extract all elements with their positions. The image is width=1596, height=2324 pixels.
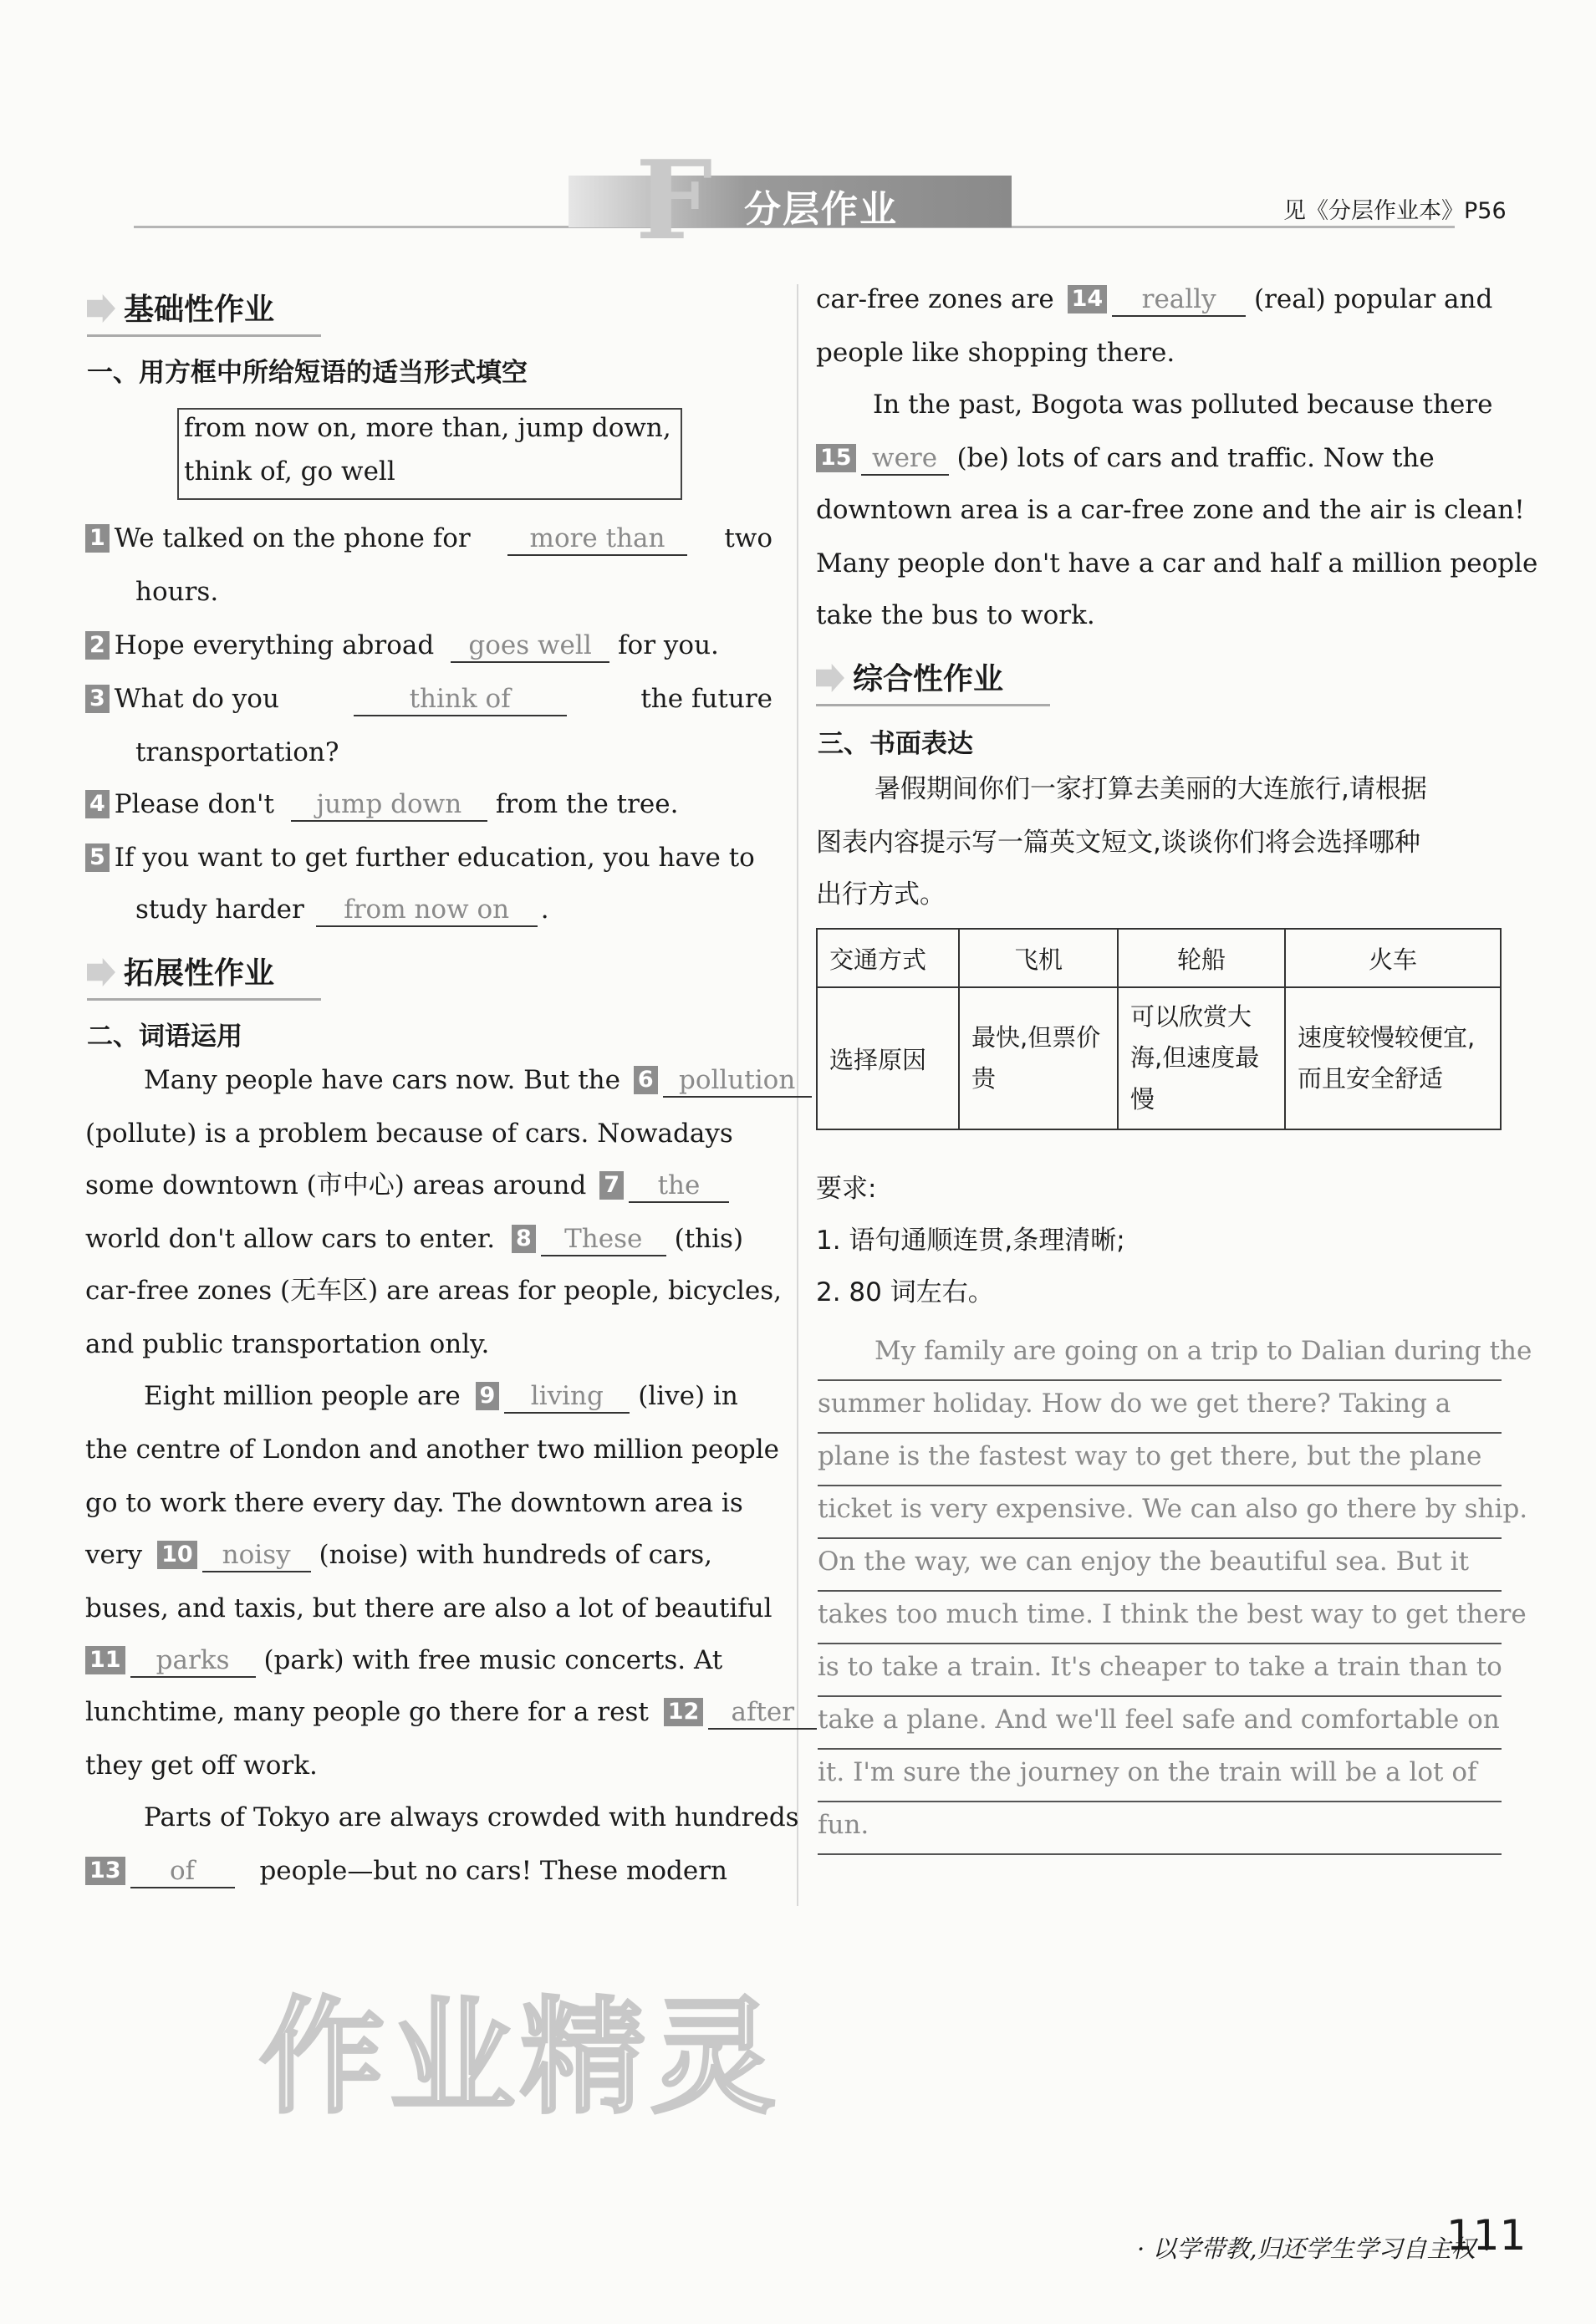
question-1: 1 We talked on the phone for more than two [85, 523, 773, 556]
part-three-title: 三、书面表达 [818, 729, 973, 759]
word-box-line-1: from now on, more than, jump down, [184, 413, 671, 443]
essay-line: fun. [818, 1802, 1502, 1855]
transport-table [816, 928, 1502, 1130]
workbook-reference: 见《分层作业本》P56 [1283, 198, 1507, 224]
table-header: 火车 [1285, 929, 1501, 987]
answer-7: the [629, 1170, 729, 1203]
question-2: 2 Hope everything abroad goes well for you. [85, 630, 719, 663]
table-cell: 速度较慢较便宜,而且安全舒适 [1285, 987, 1501, 1129]
word-box-line-2: think of, go well [184, 456, 395, 487]
arrow-icon [87, 294, 115, 323]
section-extended-title: 拓展性作业 [87, 950, 274, 992]
answer-14: really [1112, 284, 1246, 317]
essay-line: ticket is very expensive. We can also go there by ship. [818, 1486, 1502, 1539]
question-4: 4 Please don't jump down from the tree. [85, 789, 678, 822]
essay-line: summer holiday. How do we get there? Taking a [818, 1380, 1502, 1434]
footer-slogan: · 以学带教,归还学生学习自主权 · [1137, 2235, 1491, 2263]
answer-13: of [130, 1856, 235, 1888]
essay-line: My family are going on a trip to Dalian during the [818, 1328, 1502, 1381]
essay-line: is to take a train. It's cheaper to take a train than to [818, 1644, 1502, 1697]
requirements-title: 要求: [816, 1174, 877, 1204]
answer-11: parks [130, 1645, 256, 1678]
arrow-icon [87, 958, 115, 986]
table-header: 交通方式 [817, 929, 959, 987]
answer-6: pollution [663, 1065, 812, 1098]
essay-line: it. I'm sure the journey on the train will be a lot of [818, 1749, 1502, 1802]
requirement-2: 2. 80 词左右。 [816, 1277, 994, 1307]
answer-2: goes well [451, 630, 609, 663]
arrow-icon [816, 664, 844, 692]
table-cell: 最快,但票价贵 [959, 987, 1118, 1129]
answer-3: think of [354, 684, 567, 716]
answer-8: These [541, 1224, 666, 1256]
watermark: 作业精灵 [259, 1985, 782, 2131]
answer-5: from now on [316, 894, 538, 927]
answer-4: jump down [291, 789, 487, 822]
word-box [177, 408, 682, 500]
answer-15: were [861, 443, 949, 476]
section-comprehensive-title: 综合性作业 [816, 655, 1003, 698]
essay-line: takes too much time. I think the best way to get there [818, 1591, 1502, 1644]
answer-10: noisy [202, 1540, 311, 1572]
question-5: 5 If you want to get further education, you have to [85, 843, 755, 874]
question-3: 3 What do you think of the future [85, 684, 773, 716]
page-number: 111 [1446, 2211, 1527, 2260]
part-one-title: 一、用方框中所给短语的适当形式填空 [87, 358, 528, 388]
answer-1: more than [507, 523, 687, 556]
banner-letter: F [635, 136, 713, 264]
banner-title: 分层作业 [744, 188, 898, 231]
table-row-label: 选择原因 [817, 987, 959, 1129]
essay-line: On the way, we can enjoy the beautiful sea. But it [818, 1538, 1502, 1592]
part-two-title: 二、词语运用 [87, 1022, 242, 1052]
section-basic-title: 基础性作业 [87, 286, 274, 329]
table-header: 轮船 [1118, 929, 1285, 987]
essay-line: plane is the fastest way to get there, but the plane [818, 1433, 1502, 1486]
answer-9: living [504, 1381, 630, 1414]
answer-12: after [708, 1697, 817, 1730]
table-header: 飞机 [959, 929, 1118, 987]
table-cell: 可以欣赏大海,但速度最慢 [1118, 987, 1285, 1129]
requirement-1: 1. 语句通顺连贯,条理清晰; [816, 1226, 1125, 1256]
essay-line: take a plane. And we'll feel safe and comfortable on [818, 1696, 1502, 1750]
